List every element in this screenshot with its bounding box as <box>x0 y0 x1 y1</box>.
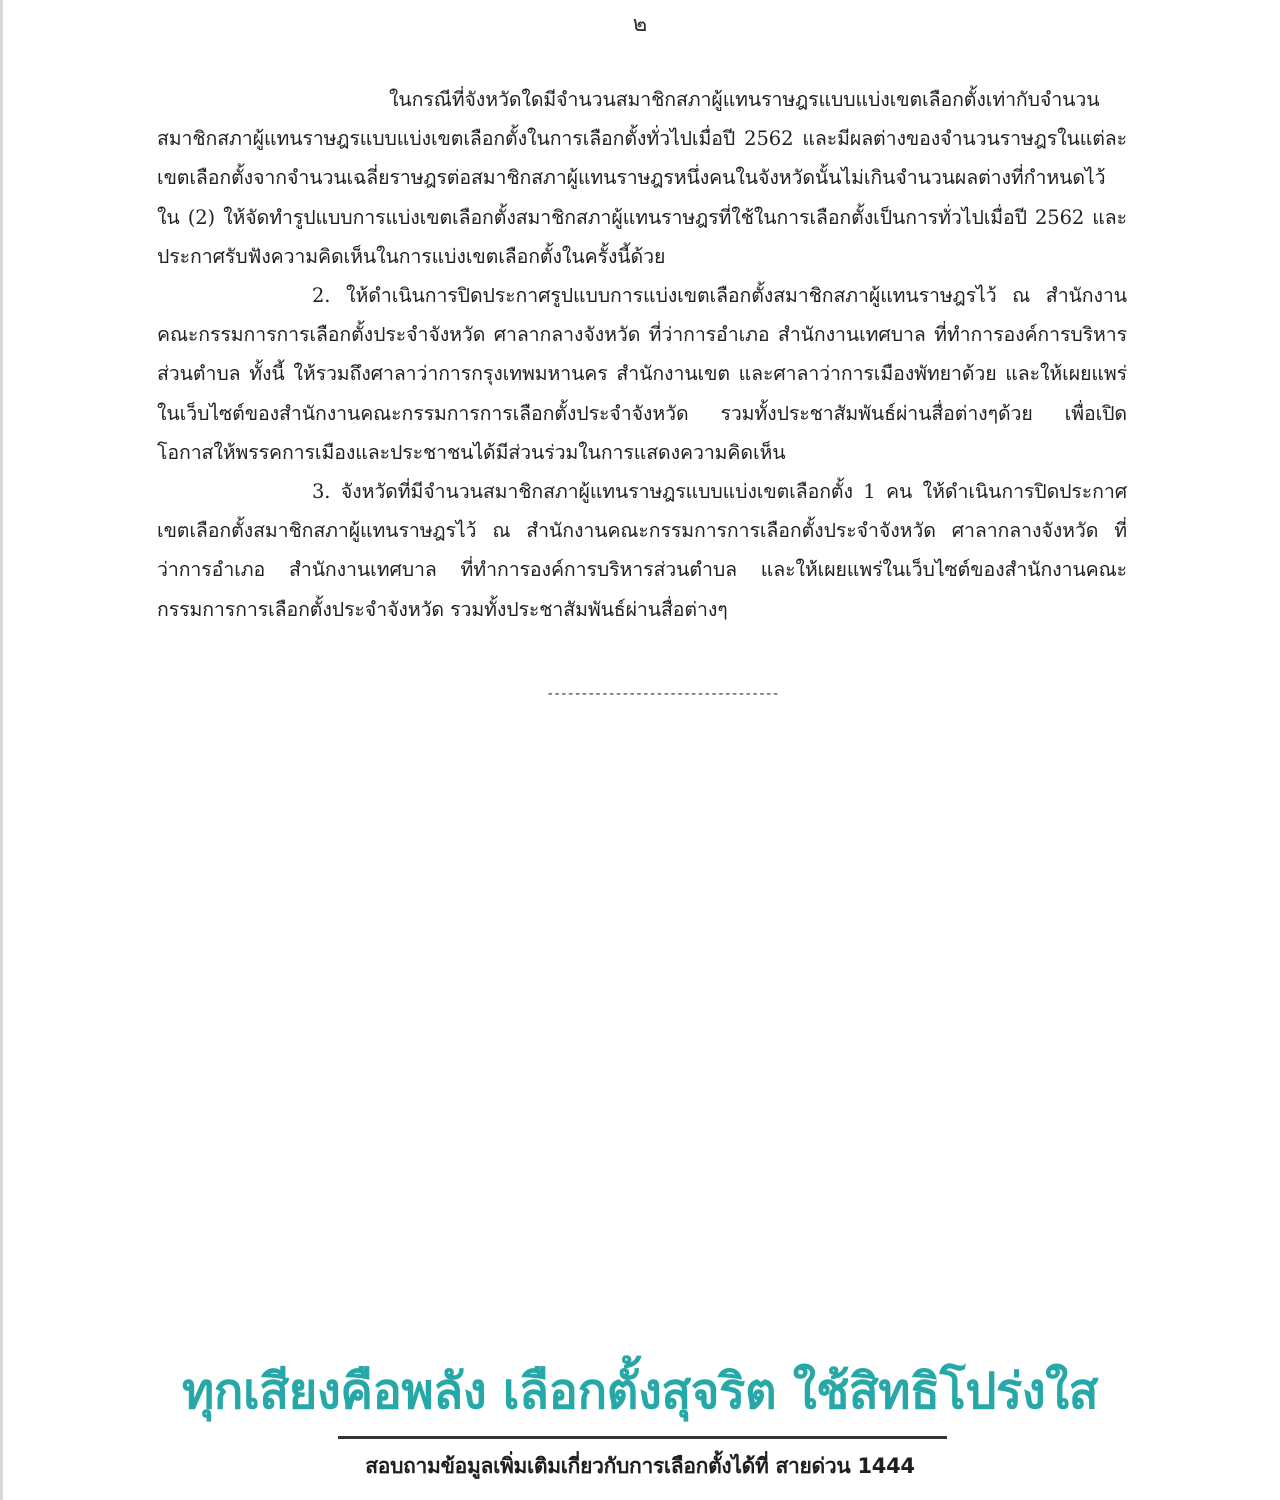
page-left-edge <box>0 0 3 1500</box>
page-number: ๒ <box>632 12 648 37</box>
paragraph-item-2: 2. ให้ดำเนินการปิดประกาศรูปแบบการแบ่งเขตเลือกตั้งสมาชิกสภาผู้แทนราษฎรไว้ ณ สำนักงานคณะกรรมการการเลือกตั้งประจำจังหวัด ศาลากลางจังหวัด ที่ว่าการอำเภอ สำนักงานเทศบาล ที่ทำการองค์การบริหารส่วนตำบล ทั้งนี้ ให้รวมถึงศาลาว่าการกรุงเทพมหานคร สำนักงานเขต และศาลาว่าการเมืองพัทยาด้วย และให้เผยแพร่ในเว็บไซต์ของสำนักงานคณะกรรมการการเลือกตั้งประจำจังหวัด รวมทั้งประชาสัมพันธ์ผ่านสื่อต่างๆด้วย เพื่อเปิดโอกาสให้พรรคการเมืองและประชาชนได้มีส่วนร่วมในการแสดงความคิดเห็น <box>157 284 1127 464</box>
document-body <box>157 80 1127 629</box>
paragraph-item-3: 3. จังหวัดที่มีจำนวนสมาชิกสภาผู้แทนราษฎรแบบแบ่งเขตเลือกตั้ง 1 คน ให้ดำเนินการปิดประกาศเขตเลือกตั้งสมาชิกสภาผู้แทนราษฎรไว้ ณ สำนักงานคณะกรรมการการเลือกตั้งประจำจังหวัด ศาลากลางจังหวัด ที่ว่าการอำเภอ สำนักงานเทศบาล ที่ทำการองค์การบริหารส่วนตำบล และให้เผยแพร่ในเว็บไซต์ของสำนักงานคณะกรรมการการเลือกตั้งประจำจังหวัด รวมทั้งประชาสัมพันธ์ผ่านสื่อต่างๆ <box>157 480 1127 621</box>
hotline-info: สอบถามข้อมูลเพิ่มเติมเกี่ยวกับการเลือกตั้งได้ที่ สายด่วน 1444 <box>365 1454 915 1478</box>
paragraph-condition: ในกรณีที่จังหวัดใดมีจำนวนสมาชิกสภาผู้แทนราษฎรแบบแบ่งเขตเลือกตั้งเท่ากับจำนวนสมาชิกสภาผู้แทนราษฎรแบบแบ่งเขตเลือกตั้งในการเลือกตั้งทั่วไปเมื่อปี 2562 และมีผลต่างของจำนวนราษฎรในแต่ละเขตเลือกตั้งจากจำนวนเฉลี่ยราษฎรต่อสมาชิกสภาผู้แทนราษฎรหนึ่งคนในจังหวัดนั้นไม่เกินจำนวนผลต่างที่กำหนดไว้ใน (2) ให้จัดทำรูปแบบการแบ่งเขตเลือกตั้งสมาชิกสภาผู้แทนราษฎรที่ใช้ในการเลือกตั้งเป็นการทั่วไปเมื่อปี 2562 และประกาศรับฟังความคิดเห็นในการแบ่งเขตเลือกตั้งในครั้งนี้ด้วย <box>157 88 1127 268</box>
footer-divider <box>338 1436 947 1439</box>
end-of-text-marker: ---------------------------------- <box>546 686 779 702</box>
election-slogan: ทุกเสียงคือพลัง เลือกตั้งสุจริต ใช้สิทธิโปร่งใส <box>181 1363 1098 1420</box>
